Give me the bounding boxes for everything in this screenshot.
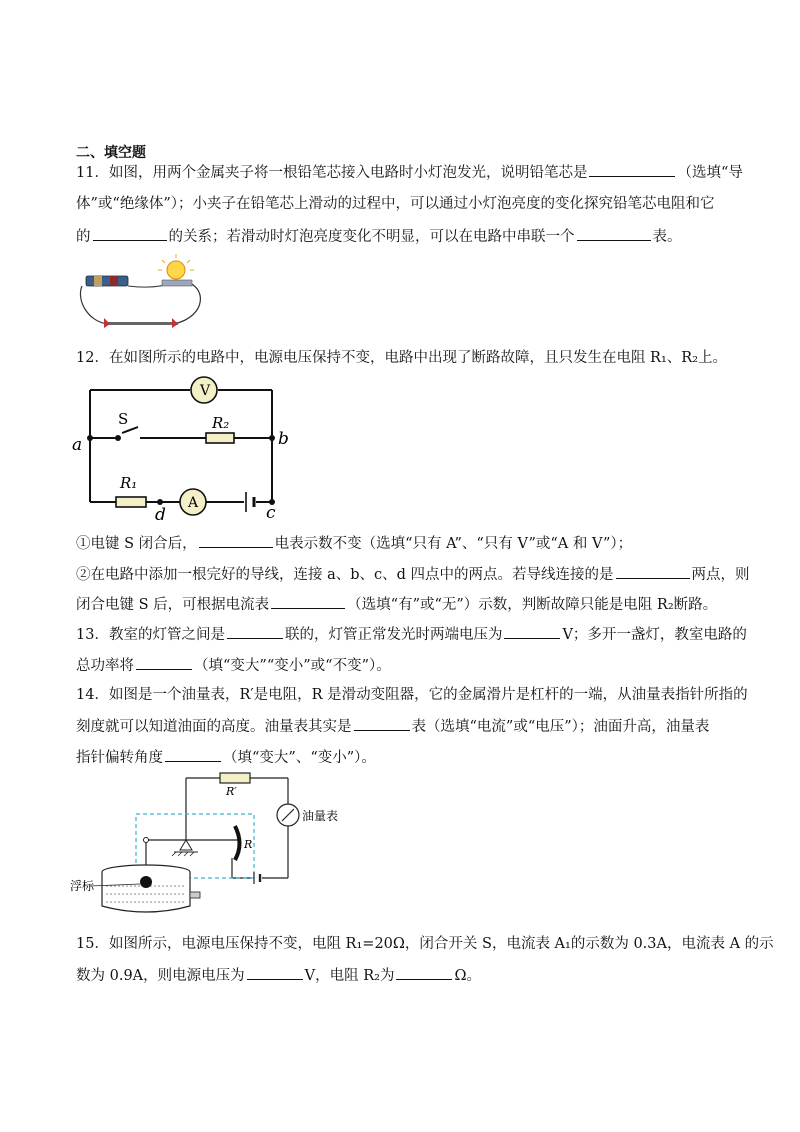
q15-text: 15．如图所示，电源电压保持不变，电阻 R₁=20Ω，闭合开关 S，电流表 A₁的示数为 0.3A，电流表 A 的示 xyxy=(76,936,774,952)
question-15-line-2 xyxy=(76,965,481,986)
section-heading: 二、填空题 xyxy=(76,145,146,161)
answer-blank xyxy=(165,747,221,762)
resistor-r1 xyxy=(116,497,146,507)
q11-text: （选填“导 xyxy=(677,165,743,181)
q11-text: 表。 xyxy=(652,229,682,245)
answer-blank xyxy=(616,564,690,579)
q13-text: V；多开一盏灯，教室电路的 xyxy=(562,627,747,643)
label-s: S xyxy=(118,410,129,428)
label-r1: R₁ xyxy=(120,474,138,492)
label-r2: R₂ xyxy=(212,414,230,432)
answer-blank xyxy=(93,226,167,241)
label-a: A xyxy=(188,495,199,511)
bulb-icon xyxy=(167,261,185,279)
q14-text: 表（选填“电流”或“电压”）；油面升高，油量表 xyxy=(411,719,710,735)
q12-text: 12．在如图所示的电路中，电源电压保持不变，电路中出现了断路故障，且只发生在电阻 R₁、R₂上。 xyxy=(76,350,728,366)
question-14-line-2 xyxy=(76,716,709,737)
resistor-r2 xyxy=(206,433,234,443)
q13-text: 联的，灯管正常发光时两端电压为 xyxy=(284,627,503,643)
label-float: 浮标 xyxy=(70,879,95,893)
rheostat-r xyxy=(235,826,240,860)
q11-text: 11．如图，用两个金属夹子将一根铅笔芯接入电路时小灯泡发光，说明铅笔芯是 xyxy=(76,165,588,181)
label-r-prime: R′ xyxy=(226,785,237,798)
question-13-line-2 xyxy=(76,655,391,676)
question-12-sub-1 xyxy=(76,533,632,554)
pencil-lead-circuit-figure xyxy=(74,252,214,332)
resistor-r-prime xyxy=(220,773,250,783)
q12-text: （选填“有”或“无”）示数，判断故障只能是电阻 R₂断路。 xyxy=(347,597,718,613)
question-14-line-3 xyxy=(76,747,376,768)
question-11-line-3 xyxy=(76,226,682,247)
q14-text: 14．如图是一个油量表，R′是电阻，R 是滑动变阻器，它的金属滑片是杠杆的一端，从油量表指针所指的 xyxy=(76,687,748,703)
question-11-line-2 xyxy=(76,194,715,214)
question-14-line-1 xyxy=(76,685,748,705)
answer-blank xyxy=(589,162,675,177)
q15-text: Ω。 xyxy=(454,968,481,984)
q15-text: V，电阻 R₂为 xyxy=(304,968,395,984)
question-12-sub-3 xyxy=(76,594,717,615)
q15-text: 数为 0.9A，则电源电压为 xyxy=(76,968,245,984)
answer-blank xyxy=(136,655,192,670)
q11-text: 的 xyxy=(76,229,91,245)
label-r: R xyxy=(244,838,253,851)
label-a-point: a xyxy=(72,435,83,455)
question-12-sub-2 xyxy=(76,564,750,585)
answer-blank xyxy=(354,716,410,731)
label-oil-meter: 油量表 xyxy=(302,809,339,823)
answer-blank xyxy=(247,965,303,980)
answer-blank xyxy=(504,624,560,639)
q14-text: （填“变大”、“变小”）。 xyxy=(223,750,376,766)
q14-text: 指针偏转角度 xyxy=(76,750,163,766)
question-12-stem xyxy=(76,348,727,368)
q12-text: 两点，则 xyxy=(691,567,750,583)
pencil-lead-icon xyxy=(104,322,178,325)
answer-blank xyxy=(199,533,273,548)
float-icon xyxy=(140,876,152,888)
q12-text: 电表示数不变（选填“只有 A”、“只有 V”或“A 和 V”）； xyxy=(274,536,633,552)
question-15-line-1 xyxy=(76,934,774,954)
question-13-line-1 xyxy=(76,624,747,645)
answer-blank xyxy=(577,226,651,241)
q12-text: 闭合电键 S 后，可根据电流表 xyxy=(76,597,270,613)
q11-text: 体”或“绝缘体”）；小夹子在铅笔芯上滑动的过程中，可以通过小灯泡亮度的变化探究铅笔芯电阻和它 xyxy=(76,196,715,212)
label-c-point: c xyxy=(266,503,276,523)
label-d-point: d xyxy=(155,505,166,524)
q13-text: 13．教室的灯管之间是 xyxy=(76,627,225,643)
oil-gauge-figure xyxy=(70,768,360,918)
q13-text: （填“变大”“变小”或“不变”）。 xyxy=(194,658,391,674)
question-11-line-1 xyxy=(76,162,743,183)
answer-blank xyxy=(227,624,283,639)
q11-text: 的关系；若滑动时灯泡亮度变化不明显，可以在电路中串联一个 xyxy=(168,229,575,245)
q14-text: 刻度就可以知道油面的高度。油量表其实是 xyxy=(76,719,352,735)
answer-blank xyxy=(396,965,452,980)
q13-text: 总功率将 xyxy=(76,658,134,674)
q12-text: ①电键 S 闭合后， xyxy=(76,536,197,552)
battery-icon xyxy=(86,276,128,286)
answer-blank xyxy=(271,594,345,609)
circuit-diagram-12 xyxy=(66,372,296,524)
label-b-point: b xyxy=(278,429,289,449)
label-v: V xyxy=(200,383,211,399)
q12-text: ②在电路中添加一根完好的导线，连接 a、b、c、d 四点中的两点。若导线连接的是 xyxy=(76,567,614,583)
